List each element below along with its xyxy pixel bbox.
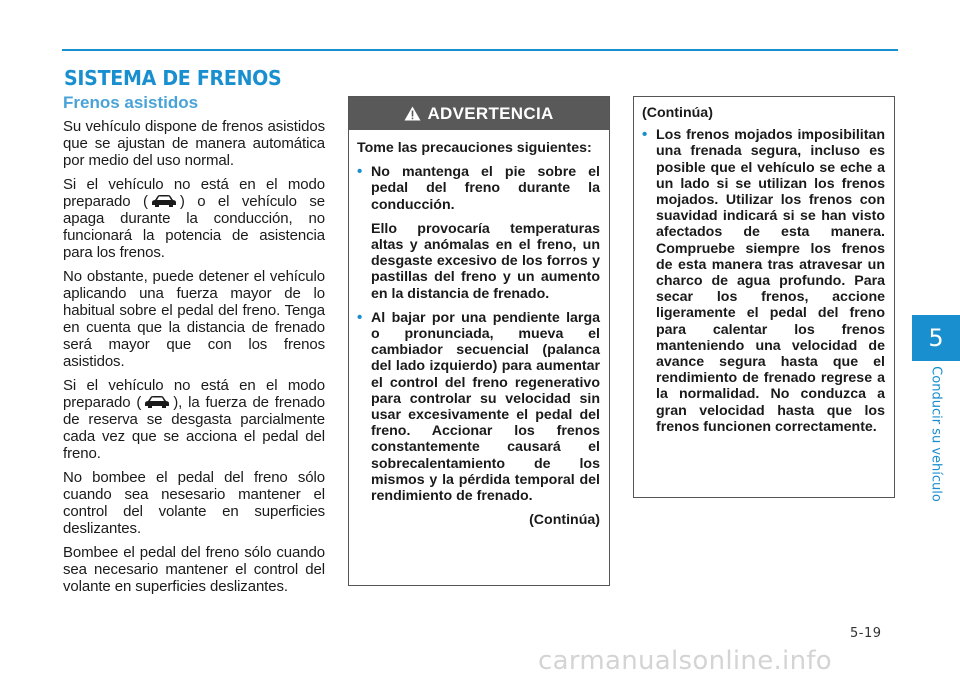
body-column	[63, 118, 325, 602]
subsection-title: Frenos asistidos	[63, 93, 199, 112]
body-paragraph: No bombee el pedal del freno sólo cuando sea nesesario mantener el control del volante en superficies deslizantes.	[63, 469, 325, 537]
warning-bullet: • Al bajar por una pendiente larga o pronunciada, mueva el cambiador secuencial (palanca del lado izquierdo) para aumentar el control del freno regenerativo para controlar su velocidad sin usar excesivamente el pedal del freno. Accionar los frenos constantemente causará el sobrecalentamiento de los mismos y la pérdida temporal del rendimiento de frenado.	[357, 310, 600, 504]
warning-bullet: • Los frenos mojados imposibilitan una frenada segura, incluso es posible que el vehículo se eche a un lado si se utilizan los frenos mojados. Utilizar los frenos con suavidad indicará si se han visto afectados de esta manera. Compruebe siempre los frenos de esta manera tras atravesar un charco de agua profundo. Para secar los frenos, accione ligeramente el pedal del freno para calentar los frenos manteniendo una velocidad de avance segura hasta que el rendimiento de frenado regrese a la normalidad. No conduzca a gran velocidad hasta que los frenos funcionen correctamente.	[642, 127, 885, 435]
car-ready-icon	[151, 194, 177, 207]
chapter-tab: 5	[912, 315, 960, 361]
warning-intro: Tome las precauciones siguientes:	[357, 140, 592, 156]
continued-body	[634, 97, 894, 435]
body-paragraph: No obstante, puede detener el vehículo aplicando una fuerza mayor de lo habitual sobre el pedal del freno. Tenga en cuenta que la distancia de frenado será mayor que con los frenos asistidos.	[63, 268, 325, 370]
continued-warning-box	[633, 96, 895, 498]
car-ready-icon	[144, 395, 170, 408]
body-paragraph: Si el vehículo no está en el modo preparado ( ), la fuerza de frenado de reserva se desgasta parcialmente cada vez que se acciona el pedal del freno.	[63, 377, 325, 462]
warning-header	[349, 97, 609, 130]
warning-triangle-icon	[404, 106, 421, 121]
body-paragraph: Su vehículo dispone de frenos asistidos que se ajustan de manera automática por medio del uso normal.	[63, 118, 325, 169]
top-rule	[62, 49, 898, 51]
warning-bullet: • No mantenga el pie sobre el pedal del freno durante la conducción.	[357, 164, 600, 213]
body-paragraph: Si el vehículo no está en el modo preparado ( ) o el vehículo se apaga durante la conducción, no funcionará la potencia de asistencia para los frenos.	[63, 176, 325, 261]
warning-body	[349, 130, 609, 528]
section-title: SISTEMA DE FRENOS	[64, 66, 282, 90]
body-paragraph: Bombee el pedal del freno sólo cuando sea necesario mantener el control del volante en superficies deslizantes.	[63, 544, 325, 595]
chapter-label: Conducir su vehículo	[928, 366, 944, 502]
continued-header: (Continúa)	[642, 105, 713, 121]
warning-header-label: ADVERTENCIA	[427, 103, 554, 123]
warning-box	[348, 96, 610, 586]
page-number: 5-19	[850, 626, 882, 641]
continues-label: (Continúa)	[529, 512, 600, 529]
warning-bullet-detail: Ello provocaría temperaturas altas y anómalas en el freno, un desgaste excesivo de los forros y pastillas del freno y un aumento en la distancia de frenado.	[371, 220, 600, 302]
watermark: carmanualsonline.info	[538, 646, 833, 676]
